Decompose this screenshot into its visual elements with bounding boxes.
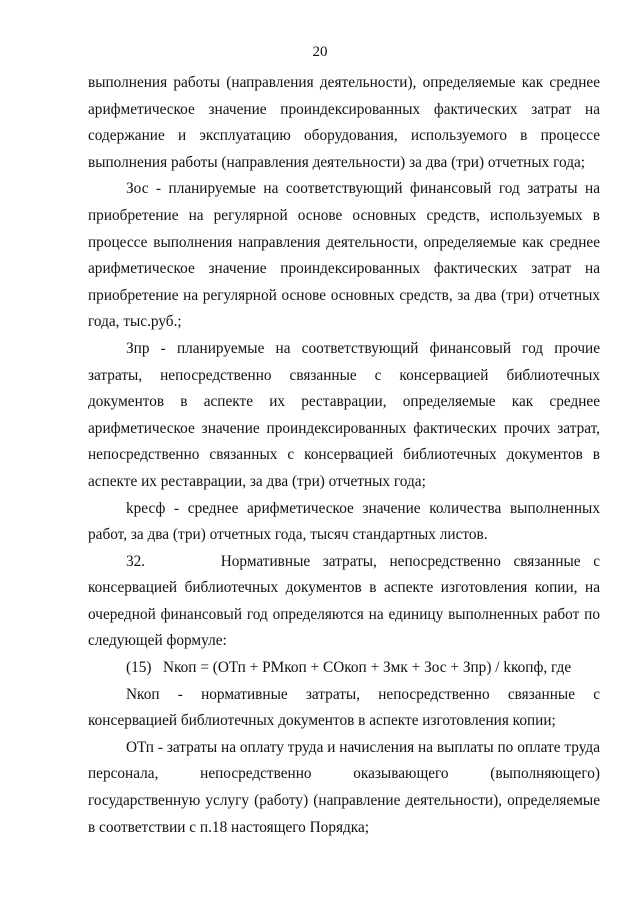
paragraph-item-32: 32. Нормативные затраты, непосредственно связанные с консервацией библиотечных документов в аспекте изготовления копии, на очередной финансовый год определяются на единицу выполненных работ по следующей формуле: (88, 552, 604, 650)
paragraph-zpr-definition: Зпр - планируемые на соответствующий финансовый год прочие затраты, непосредственно связанные с консервацией библиотечных документов в аспекте их реставрации, определяемые как среднее арифметическое значение проиндексированных фактических прочих затрат, непосредственно связанных с консервацией библиотечных документов в аспекте их реставрации, за два (три) отчетных года; (88, 339, 600, 490)
paragraph-continuation: выполнения работы (направления деятельности), определяемые как среднее арифметическое значение проиндексированных фактических затрат на содержание и эксплуатацию оборудования, используемого в процессе выполнения работы (направления деятельности) за два (три) отчетных года; (88, 74, 600, 171)
paragraph-kresf-definition: kресф - среднее арифметическое значение количества выполненных работ, за два (три) отчетных года, тысяч стандартных листов. (88, 499, 600, 544)
paragraph-zos-definition: Зос - планируемые на соответствующий финансовый год затраты на приобретение на регулярной основе основных средств, используемых в процессе выполнения направления деятельности, определяемые как среднее арифметическое значение проиндексированных фактических затрат на приобретение на регулярной основе основных средств, за два (три) отчетных года, тыс.руб.; (88, 180, 600, 331)
formula-15: (15) Nкоп = (ОТп + РМкоп + СОкоп + Змк + Зос + Зпр) / kкопф, где (126, 659, 572, 677)
paragraph-nkop-definition: Nкоп - нормативные затраты, непосредственно связанные с консервацией библиотечных документов в аспекте изготовления копии; (88, 685, 600, 730)
paragraph-otp-definition: ОТп - затраты на оплату труда и начисления на выплаты по оплате труда персонала, непосредственно оказывающего (выполняющего) государственную услугу (работу) (направление деятельности), определяемые в соответствии с п.18 настоящего Порядка; (88, 738, 600, 836)
document-body (88, 70, 604, 841)
page-number: 20 (312, 44, 328, 60)
